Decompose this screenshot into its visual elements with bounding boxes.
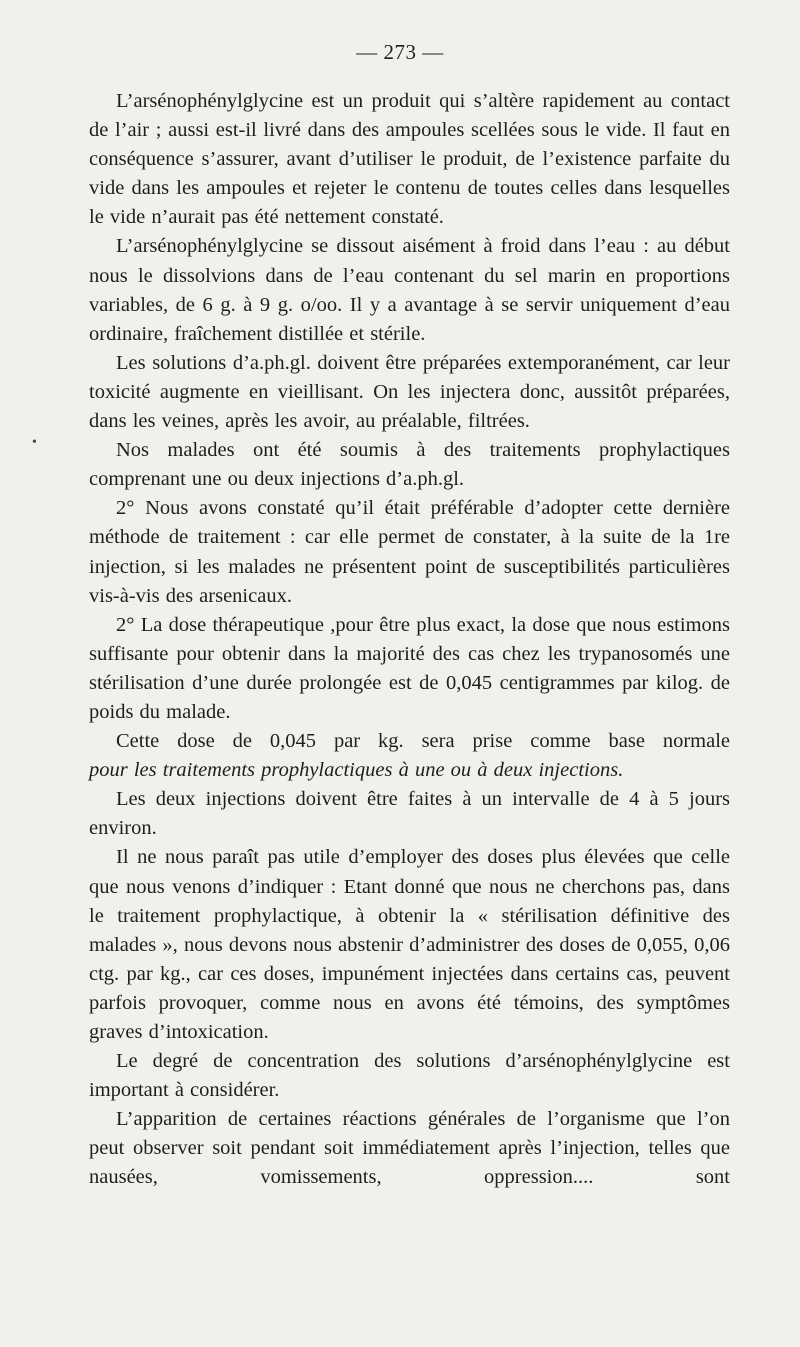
paragraph-solution-preparation: Les solutions d’a.ph.gl. doivent être préparées extemporanément, car leur toxicité augmente en vieillisant. On les injectera donc, aussitôt préparées, dans les veines, après les avoir, au préalable, filtrées. [89, 351, 730, 433]
paragraph-general-reactions: L’apparition de certaines réactions générales de l’organisme que l’on peut observer soit pendant soit immédiatement après l’injection, telles que nausées, vomissements, oppression.... sont [89, 1108, 730, 1189]
paragraph-base-dose: Cette dose de 0,045 par kg. sera prise comme base normale [116, 730, 730, 753]
margin-mark: • [32, 435, 37, 450]
body-text [89, 87, 730, 1193]
paragraph-second-method: 2° Nous avons constaté qu’il était préférable d’adopter cette dernière méthode de traitement : car elle permet de constater, à la suite de la 1re injection, si les malades ne présentent point de susceptibilités particulières vis-à-vis des arsenicaux. [89, 497, 730, 607]
paragraph-prophylactic-treatments: Nos malades ont été soumis à des traitements prophylactiques comprenant une ou deux injections d’a.ph.gl. [89, 439, 730, 491]
paragraph-base-dose-italic: pour les traitements prophylactiques à une ou à deux injections. [89, 759, 624, 782]
page-number: — 273 — [356, 40, 444, 64]
paragraph-therapeutic-dose: 2° La dose thérapeutique ,pour être plus exact, la dose que nous estimons suffisante pour obtenir dans la majorité des cas chez les trypanosomés une stérilisation d’une durée prolongée est de 0,045 centigrammes par kilog. de poids du malade. [89, 613, 730, 723]
paragraph-concentration: Le degré de concentration des solutions d’arsénophénylglycine est important à considérer. [89, 1050, 730, 1102]
paragraph-higher-doses: Il ne nous paraît pas utile d’employer des doses plus élevées que celle que nous venons d’indiquer : Etant donné que nous ne cherchons pas, dans le traitement prophylactique, à obtenir la « stérilisation définitive des malades », nous devons nous abstenir d’administrer des doses de 0,055, 0,06 ctg. par kg., car ces doses, impunément injectées dans certains cas, peuvent parfois provoquer, comme nous en avons été témoins, des symptômes graves d’intoxication. [89, 846, 730, 1043]
paragraph-dissolution: L’arsénophénylglycine se dissout aisément à froid dans l’eau : au début nous le dissolvions dans de l’eau contenant du sel marin en proportions variables, de 6 g. à 9 g. o/oo. Il y a avantage à se servir uniquement d’eau ordinaire, fraîchement distillée et stérile. [89, 235, 730, 345]
paragraph-ampoule-storage: L’arsénophénylglycine est un produit qui s’altère rapidement au contact de l’air ; aussi est-il livré dans des ampoules scellées sous le vide. Il faut en conséquence s’assurer, avant d’utiliser le produit, de l’existence parfaite du vide dans les ampoules et rejeter le contenu de toutes celles dans lesquelles le vide n’aurait pas été nettement constaté. [89, 90, 730, 229]
paragraph-injection-interval: Les deux injections doivent être faites à un intervalle de 4 à 5 jours environ. [89, 788, 730, 840]
